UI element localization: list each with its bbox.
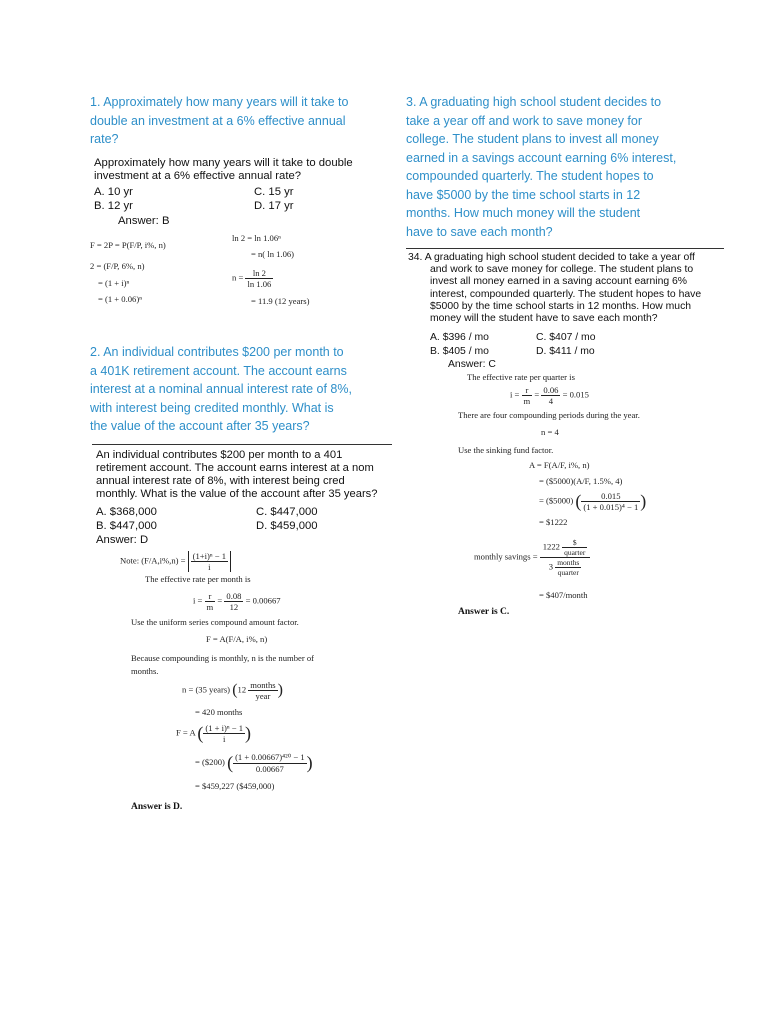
q2-prompt-line: the value of the account after 35 years? (90, 419, 310, 433)
q3-n: n = 4 (541, 427, 559, 437)
q3-a4: = $1222 (539, 517, 568, 527)
q1-frac-den: ln 1.06 (247, 279, 272, 289)
q1-work-line: 2 = (F/P, 6%, n) (90, 261, 145, 271)
q3-prompt-line: compounded quarterly. The student hopes to (406, 169, 654, 183)
q3-formula: A = F(A/F, i%, n) (529, 460, 590, 470)
q1-scan-line: Approximately how many years will it take to double (94, 157, 353, 169)
q3-r: r (522, 385, 533, 396)
q1-n-label: n = (232, 272, 244, 283)
q2-scan-line: An individual contributes $200 per month to a 401 (96, 449, 343, 461)
q2-eq: = (217, 595, 223, 606)
q2-m: m (206, 602, 214, 612)
q2-answer: Answer: D (96, 534, 149, 546)
q1-work-line: = 11.9 (12 years) (251, 296, 310, 306)
question-3-prompt (406, 93, 696, 241)
q2-note (120, 551, 231, 572)
q2-F2-num: (1 + 0.00667)⁴²⁰ − 1 (235, 752, 305, 762)
q3-text: Use the sinking fund factor. (458, 445, 554, 455)
q3-prompt-line: 3. A graduating high school student decides to (406, 95, 662, 109)
q2-F2-lhs: = ($200) (195, 756, 225, 767)
q3-choice-d: D. $411 / mo (536, 346, 595, 357)
q3-4: 4 (548, 396, 554, 406)
q3-m: m (523, 396, 531, 406)
q3-choice-c: C. $407 / mo (536, 332, 596, 343)
q2-rate-eq (193, 591, 281, 612)
q3-scan-line: invest all money earned in a saving account earning 6% (430, 276, 688, 288)
q3-answer-is: Answer is C. (458, 607, 510, 617)
q2-n-eq: n = (35 years) (12 $\frac{\text{months}}{\text{year}}$ ) (182, 680, 283, 701)
q3-scan-line: $5000 by the time school starts in 12 months. How much (430, 300, 692, 312)
q2-months: months (250, 680, 276, 690)
q2-text: Use the uniform series compound amount factor. (131, 617, 299, 627)
q2-scan-line: annual interest rate of 8%, with interest being cred (96, 475, 345, 487)
q3-eq: = (534, 389, 540, 400)
q1-answer: Answer: B (118, 215, 170, 227)
q3-scan-line: interest, compounded quarterly. The student hopes to have (430, 288, 702, 300)
q2-answer-is: Answer is D. (131, 802, 183, 812)
q2-note-den: i (208, 562, 211, 572)
q1-work-line: ln 2 = ln 1.06ⁿ (232, 233, 281, 243)
q1-work-line: = (1 + i)ⁿ (98, 278, 130, 288)
q3-text: There are four compounding periods during the year. (458, 410, 640, 420)
q2-note-label: Note: (F/A,i%,n) = (120, 555, 186, 566)
q1-work-line: = n( ln 1.06) (251, 249, 295, 259)
q1-prompt-line: double an investment at a 6% effective annual (90, 113, 346, 128)
q2-i: i = (193, 595, 203, 606)
q3-scan-line: and work to save money for college. The student plans to (430, 264, 694, 276)
q2-n-lhs: n = (35 years) (182, 684, 231, 695)
q1-frac-num: ln 2 (245, 268, 273, 279)
q3-ms-months: months (557, 558, 580, 567)
q2-choice-d: D. $459,000 (256, 520, 318, 532)
q2-prompt-line: 2. An individual contributes $200 per month to (90, 345, 344, 359)
q2-year: year (255, 691, 271, 701)
q3-formula: = ($5000)(A/F, 1.5%, 4) (539, 476, 623, 486)
q3-scan-question (408, 252, 701, 325)
q3-ms-lhs: monthly savings = (474, 551, 538, 562)
q2-scan-question (96, 449, 378, 501)
q3-prompt-line: have $5000 by the time school starts in 12 (406, 187, 641, 202)
q2-divider (92, 444, 392, 445)
q2-choice-a: A. $368,000 (96, 506, 157, 518)
q3-ms-1222: 1222 (542, 541, 560, 552)
q1-work-line: F = 2P = P(F/P, i%, n) (90, 240, 166, 250)
q2-12-label: 12 (237, 684, 247, 695)
q2-F-den: i (223, 734, 226, 744)
q3-ms-quarter: quarter (564, 548, 586, 557)
q2-prompt-line: with interest being credited monthly. What is (90, 400, 334, 415)
q2-prompt-line: a 401K retirement account. The account earns (90, 363, 347, 378)
q2-choice-c: C. $447,000 (256, 506, 318, 518)
q3-006: 0.06 (543, 385, 559, 395)
q3-divider (406, 248, 724, 249)
q2-rate-result: = 0.00667 (245, 595, 281, 606)
q2-scan-line: retirement account. The account earns interest at a nom (96, 462, 374, 474)
q1-scan-question (94, 157, 353, 183)
q2-text: months. (131, 666, 159, 676)
q2-r: r (205, 591, 216, 602)
q3-i: i = (510, 389, 520, 400)
q1-prompt-line: rate? (90, 132, 119, 146)
q2-choice-b: B. $447,000 (96, 520, 157, 532)
q2-F-eq: F = A ( $\frac{\text{(1 + i)ⁿ − 1}}{i}$ ) (176, 723, 252, 744)
q3-choice-a: A. $396 / mo (430, 332, 489, 343)
q3-a3-den: (1 + 0.015)⁴ − 1 (583, 502, 639, 512)
q3-ms-3: 3 (548, 561, 554, 572)
q1-choice-c: C. 15 yr (254, 186, 294, 198)
q3-prompt-line: take a year off and work to save money for (406, 113, 643, 128)
q3-ms-dollar: $ (562, 538, 587, 548)
question-1-prompt (90, 93, 380, 149)
q2-F2-den: 0.00667 (255, 764, 284, 774)
q2-prompt-line: interest at a nominal annual interest rate of 8%, (90, 382, 352, 396)
q1-work-fraction (232, 268, 273, 289)
q2-formula: F = A(F/A, i%, n) (206, 634, 268, 644)
q3-ms-quarter2: quarter (557, 568, 579, 577)
q3-rate-result: = 0.015 (562, 389, 589, 400)
q3-monthly-savings (474, 538, 590, 577)
q3-a3-num: 0.015 (581, 491, 640, 502)
q3-a3-lhs: = ($5000) (539, 495, 574, 506)
q3-scan-line: 34. A graduating high school student decided to take a year off (408, 252, 695, 263)
q3-scan-line: money will the student have to save each month? (430, 313, 658, 325)
q3-scanned-solution (408, 252, 726, 377)
q2-scanned-solution (96, 449, 396, 549)
question-2-prompt (90, 343, 390, 436)
q3-answer: Answer: C (448, 359, 496, 370)
q2-12: 12 (229, 602, 239, 612)
q1-prompt-line: 1. Approximately how many years will it take to (90, 95, 349, 109)
q2-008: 0.08 (226, 591, 242, 601)
q2-n-result: = 420 months (195, 707, 243, 717)
q1-choice-b: B. 12 yr (94, 200, 133, 212)
q2-F-num: (1 + i)ⁿ − 1 (205, 723, 244, 733)
q2-F2-eq: = ($200) ( $\frac{\text{(1 + 0.00667)⁴²⁰ − 1}}{0.00667}$ ) (195, 752, 313, 774)
q3-rate-eq (510, 385, 589, 406)
q1-choice-a: A. 10 yr (94, 186, 133, 198)
q2-text: The effective rate per month is (145, 574, 251, 584)
q2-note-num: (1+i)ⁿ − 1 (192, 551, 227, 561)
q3-prompt-line: college. The student plans to invest all money (406, 132, 659, 146)
q3-choice-b: B. $405 / mo (430, 346, 489, 357)
q3-ms-result: = $407/month (539, 590, 588, 600)
q2-F-lhs: F = A (176, 727, 196, 738)
q3-prompt-line: months. How much money will the student (406, 206, 641, 220)
q3-prompt-line: have to save each month? (406, 224, 553, 239)
q1-choice-d: D. 17 yr (254, 200, 294, 212)
q2-F-result: = $459,227 ($459,000) (195, 781, 275, 791)
q3-a3: = ($5000) ( $\frac{0.015}{\text{(1 + 0.015)⁴ − 1}}$ ) (539, 491, 647, 512)
q2-text: Because compounding is monthly, n is the number of (131, 653, 314, 663)
q2-scan-line: monthly. What is the value of the account after 35 years? (96, 488, 378, 500)
q1-work-line: = (1 + 0.06)ⁿ (98, 294, 142, 304)
q1-scan-line: investment at a 6% effective annual rate? (94, 170, 302, 182)
q3-prompt-line: earned in a savings account earning 6% interest, (406, 150, 677, 165)
q3-text: The effective rate per quarter is (467, 372, 575, 382)
